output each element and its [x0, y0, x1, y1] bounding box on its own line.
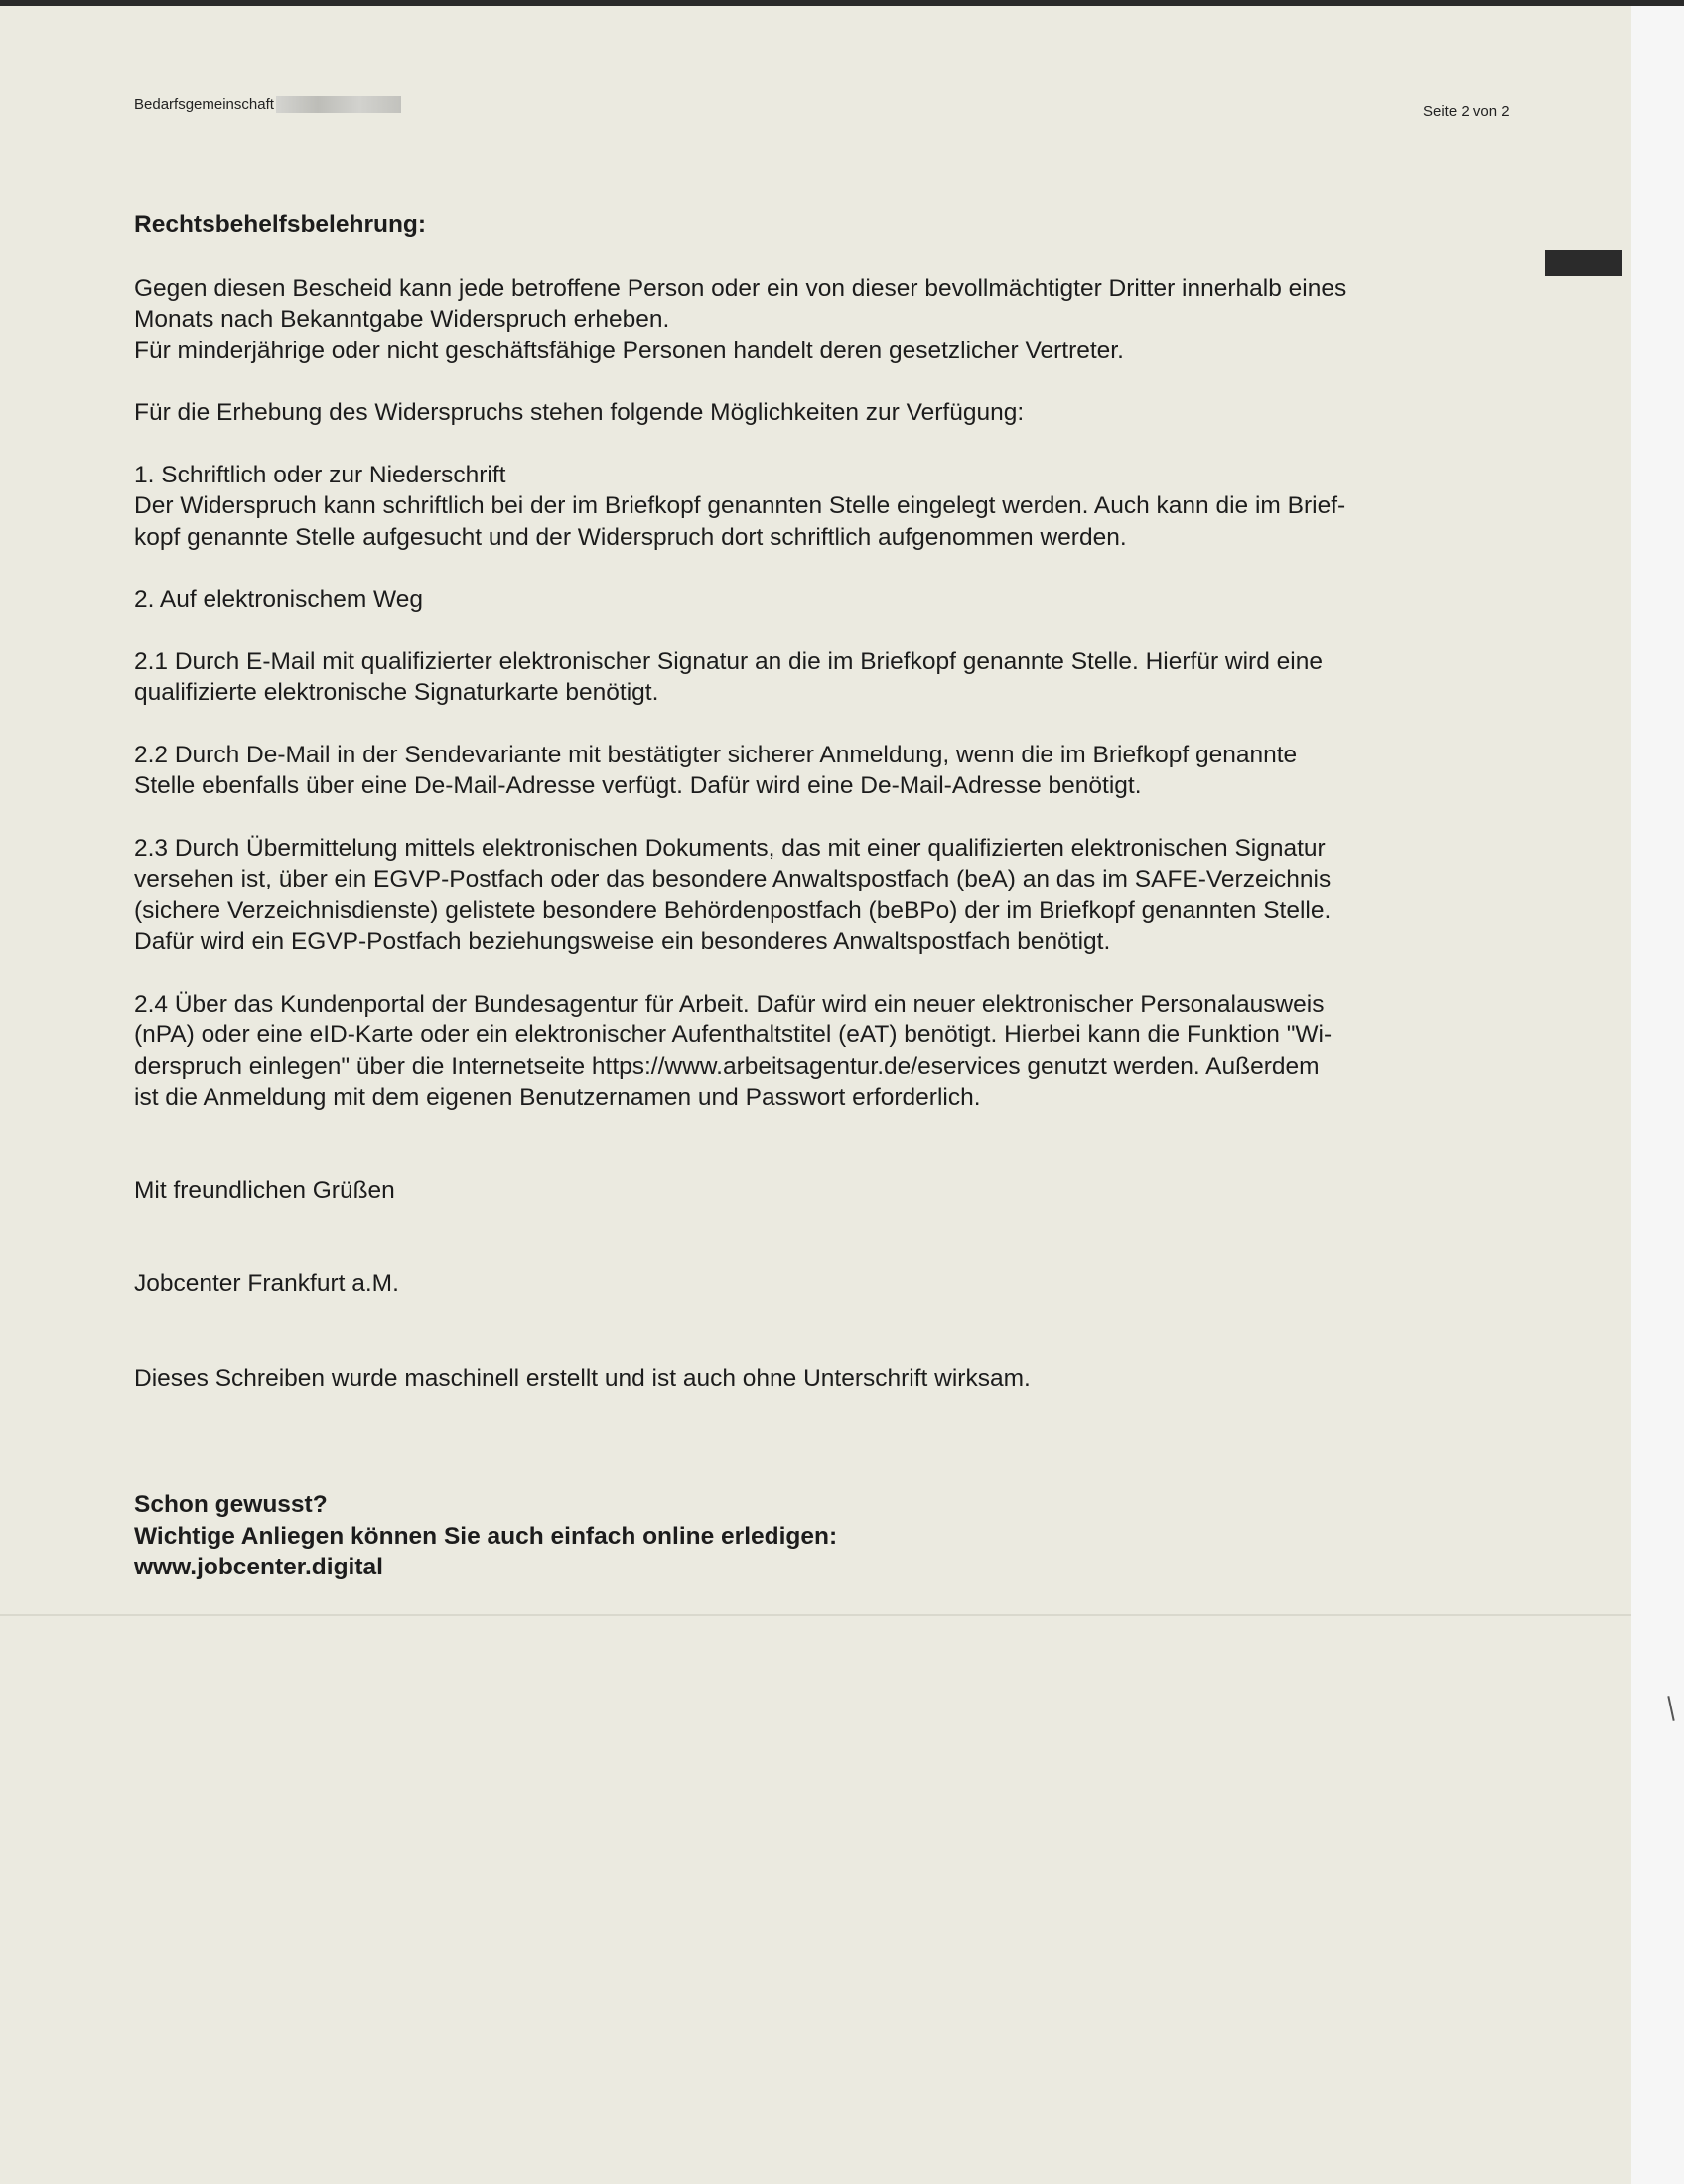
option-text: (sichere Verzeichnisdienste) gelistete besondere Behördenpostfach (beBPo) der im Briefkopf genannten Stelle.: [134, 896, 1332, 924]
option-2-2: [134, 740, 1514, 802]
intro-line: Gegen diesen Bescheid kann jede betroffene Person oder ein von dieser bevollmächtigter Dritter innerhalb eines: [134, 274, 1347, 302]
paper-fold-line: [0, 1614, 1631, 1616]
option-text: Stelle ebenfalls über eine De-Mail-Adresse verfügt. Dafür wird eine De-Mail-Adresse benötigt.: [134, 772, 1142, 799]
option-2-title: 2. Auf elektronischem Weg: [134, 586, 423, 613]
option-2-3: [134, 833, 1514, 958]
promo-block: [134, 1489, 1514, 1583]
option-text: Dafür wird ein EGVP-Postfach beziehungsweise ein besonderes Anwaltspostfach benötigt.: [134, 928, 1111, 955]
intro-line: Für minderjährige oder nicht geschäftsfähige Personen handelt deren gesetzlicher Vertreter.: [134, 337, 1124, 364]
letter-body: [134, 209, 1514, 1583]
machine-note: Dieses Schreiben wurde maschinell erstellt und ist auch ohne Unterschrift wirksam.: [134, 1364, 1031, 1392]
closing-greeting: Mit freundlichen Grüßen: [134, 1176, 395, 1204]
black-marker-mark: [1545, 250, 1622, 276]
sender-name: Jobcenter Frankfurt a.M.: [134, 1270, 399, 1297]
option-text: (nPA) oder eine eID-Karte oder ein elektronischer Aufenthaltstitel (eAT) benötigt. Hierbei kann die Funktion "Wi-: [134, 1022, 1333, 1048]
intro-line: Monats nach Bekanntgabe Widerspruch erheben.: [134, 306, 670, 333]
option-text: kopf genannte Stelle aufgesucht und der Widerspruch dort schriftlich aufgenommen werden.: [134, 523, 1127, 551]
header-recipient: [134, 96, 401, 113]
option-text: Der Widerspruch kann schriftlich bei der im Briefkopf genannten Stelle eingelegt werden. Auch kann die im Brief-: [134, 492, 1346, 519]
scan-margin: [1631, 6, 1684, 2184]
option-2-1: [134, 646, 1514, 709]
redacted-number: [276, 96, 401, 113]
option-text: 2.3 Durch Übermittelung mittels elektronischen Dokuments, das mit einer qualifizierten elektronischen Signatur: [134, 834, 1326, 862]
header-label: Bedarfsgemeinschaft: [134, 96, 274, 113]
option-text: ist die Anmeldung mit dem eigenen Benutzernamen und Passwort erforderlich.: [134, 1084, 981, 1111]
option-text: 2.2 Durch De-Mail in der Sendevariante mit bestätigter sicherer Anmeldung, wenn die im Briefkopf genannte: [134, 741, 1298, 768]
page-indicator: Seite 2 von 2: [1423, 103, 1510, 120]
promo-line: Schon gewusst?: [134, 1491, 328, 1518]
promo-line: Wichtige Anliegen können Sie auch einfach online erledigen:: [134, 1522, 838, 1550]
section-heading: Rechtsbehelfsbelehrung:: [134, 211, 427, 238]
option-1: [134, 460, 1514, 554]
option-2-4: [134, 989, 1514, 1114]
promo-url: www.jobcenter.digital: [134, 1554, 383, 1580]
option-text: derspruch einlegen" über die Internetseite https://www.arbeitsagentur.de/eservices genutzt werden. Außerdem: [134, 1052, 1320, 1080]
option-text: 2.1 Durch E-Mail mit qualifizierter elektronischer Signatur an die im Briefkopf genannte Stelle. Hierfür wird eine: [134, 647, 1323, 675]
option-text: versehen ist, über ein EGVP-Postfach oder das besondere Anwaltspostfach (beA) an das im SAFE-Verzeichnis: [134, 866, 1332, 892]
intro-paragraph: [134, 273, 1514, 367]
option-title: 1. Schriftlich oder zur Niederschrift: [134, 461, 506, 488]
option-text: qualifizierte elektronische Signaturkarte benötigt.: [134, 679, 659, 706]
options-intro: Für die Erhebung des Widerspruchs stehen folgende Möglichkeiten zur Verfügung:: [134, 399, 1025, 426]
option-text: 2.4 Über das Kundenportal der Bundesagentur für Arbeit. Dafür wird ein neuer elektronischer Personalausweis: [134, 990, 1325, 1018]
